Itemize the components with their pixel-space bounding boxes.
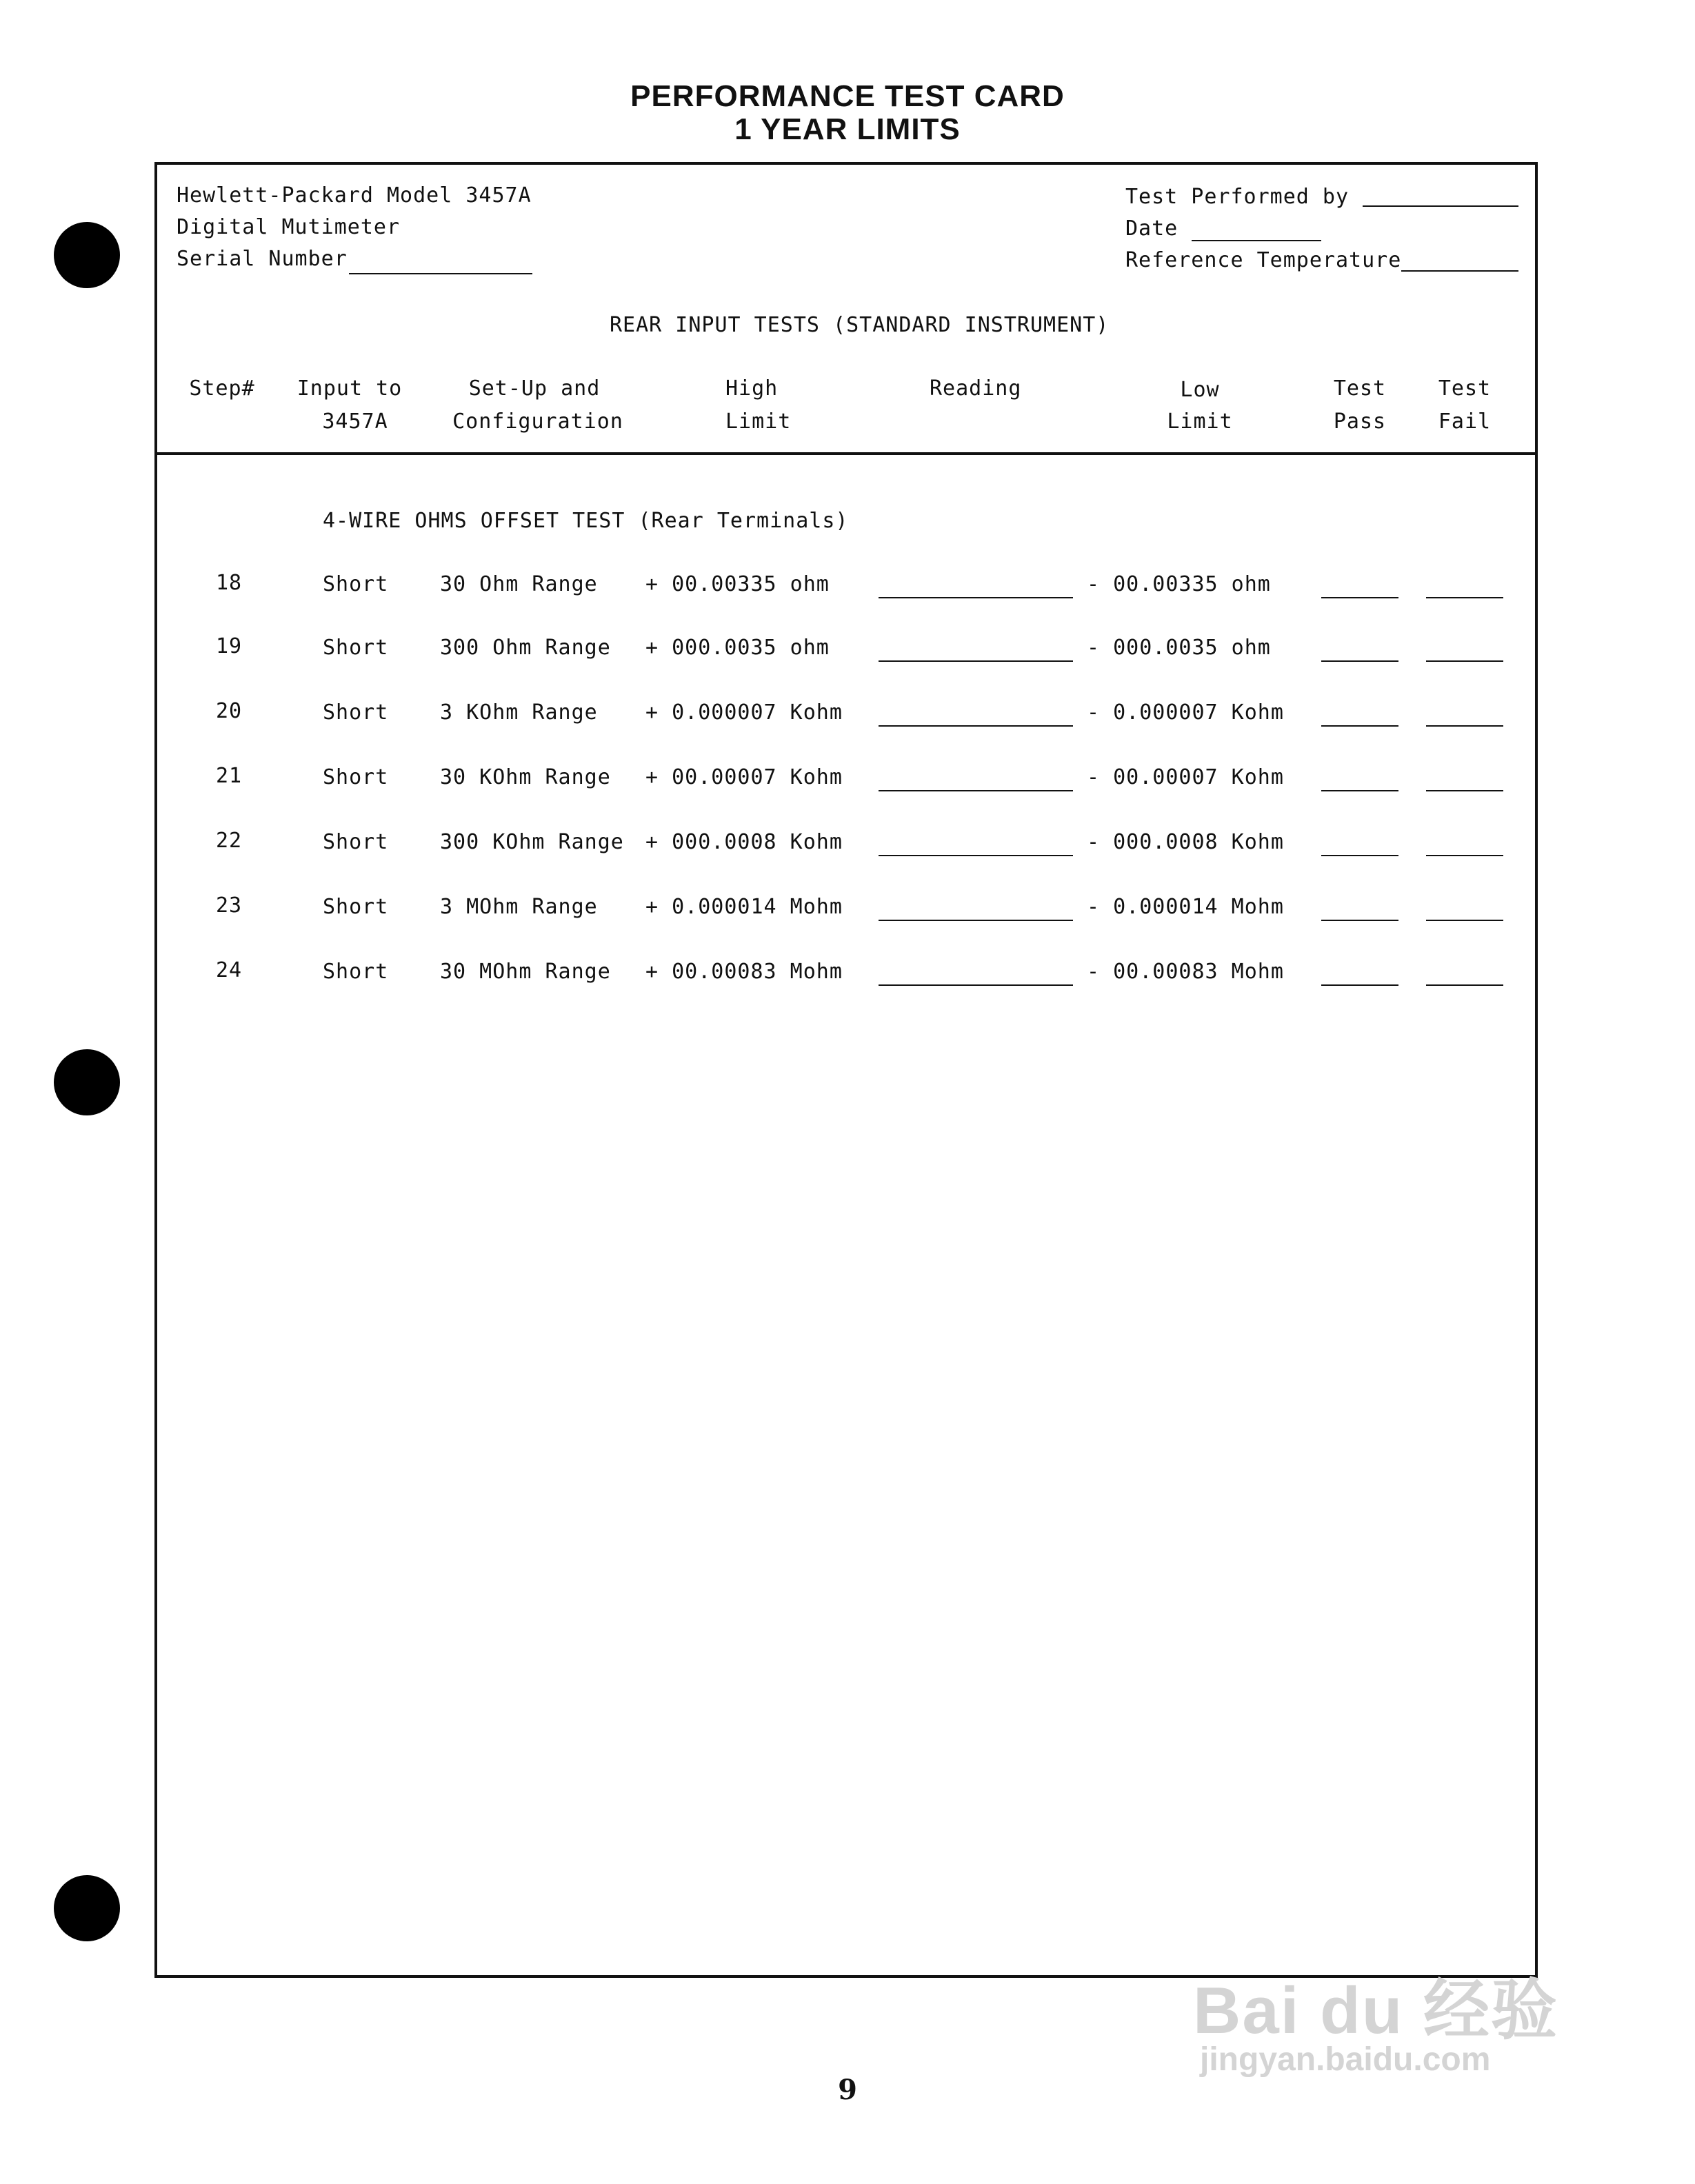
col-step: Step# bbox=[189, 376, 255, 401]
col-low-line1: Low bbox=[1180, 378, 1220, 402]
row-step: 20 bbox=[215, 699, 243, 723]
row-setup: 300 KOhm Range bbox=[440, 830, 624, 854]
row-reading-field[interactable] bbox=[879, 920, 1073, 921]
serial-number-label: Serial Number bbox=[177, 247, 348, 271]
row-setup: 3 MOhm Range bbox=[440, 895, 598, 919]
row-setup: 3 KOhm Range bbox=[440, 700, 598, 725]
page-title: PERFORMANCE TEST CARD bbox=[630, 79, 1065, 113]
row-low-limit: - 00.00007 Kohm bbox=[1087, 765, 1284, 789]
row-fail-checkbox[interactable] bbox=[1426, 790, 1503, 791]
row-input: Short bbox=[323, 830, 389, 854]
row-high-limit: + 00.00007 Kohm bbox=[645, 765, 843, 789]
row-low-limit: - 0.000014 Mohm bbox=[1087, 895, 1284, 919]
table-row bbox=[0, 893, 1695, 935]
row-input: Short bbox=[323, 700, 389, 725]
row-fail-checkbox[interactable] bbox=[1426, 984, 1503, 986]
table-row bbox=[0, 634, 1695, 676]
instrument-label: Digital Mutimeter bbox=[177, 215, 401, 239]
col-pass-line2: Pass bbox=[1333, 410, 1387, 434]
table-row bbox=[0, 571, 1695, 612]
row-setup: 30 MOhm Range bbox=[440, 960, 611, 984]
header-separator bbox=[154, 452, 1538, 455]
binder-hole-top bbox=[54, 222, 120, 288]
row-pass-checkbox[interactable] bbox=[1321, 984, 1398, 986]
row-setup: 300 Ohm Range bbox=[440, 636, 611, 660]
row-pass-checkbox[interactable] bbox=[1321, 855, 1398, 856]
col-fail-line2: Fail bbox=[1438, 410, 1492, 434]
row-high-limit: + 00.00083 Mohm bbox=[645, 960, 843, 984]
row-pass-checkbox[interactable] bbox=[1321, 725, 1398, 727]
test-performed-by-label: Test Performed by bbox=[1125, 185, 1350, 209]
row-pass-checkbox[interactable] bbox=[1321, 920, 1398, 921]
row-pass-checkbox[interactable] bbox=[1321, 660, 1398, 662]
watermark-logo: Bai du 经验 bbox=[1193, 1974, 1559, 2048]
watermark-url: jingyan.baidu.com bbox=[1200, 2041, 1491, 2078]
test-performed-by-field[interactable] bbox=[1363, 205, 1518, 207]
reference-temperature-field[interactable] bbox=[1401, 270, 1518, 272]
row-input: Short bbox=[323, 765, 389, 789]
reference-temperature-label: Reference Temperature bbox=[1125, 248, 1402, 272]
row-reading-field[interactable] bbox=[879, 984, 1073, 986]
serial-number-field[interactable] bbox=[349, 273, 532, 274]
section-title: REAR INPUT TESTS (STANDARD INSTRUMENT) bbox=[610, 313, 1110, 337]
col-setup-line2: Configuration bbox=[452, 410, 623, 434]
row-input: Short bbox=[323, 960, 389, 984]
table-row bbox=[0, 958, 1695, 1000]
col-input-line1: Input to bbox=[297, 376, 403, 401]
row-input: Short bbox=[323, 895, 389, 919]
table-row bbox=[0, 699, 1695, 740]
page-number: 9 bbox=[838, 2074, 857, 2106]
col-low-line2: Limit bbox=[1167, 410, 1233, 434]
col-high-line2: Limit bbox=[725, 410, 792, 434]
col-pass-line1: Test bbox=[1333, 376, 1387, 401]
table-row bbox=[0, 764, 1695, 805]
row-high-limit: + 000.0008 Kohm bbox=[645, 830, 843, 854]
row-fail-checkbox[interactable] bbox=[1426, 660, 1503, 662]
row-fail-checkbox[interactable] bbox=[1426, 597, 1503, 598]
row-reading-field[interactable] bbox=[879, 597, 1073, 598]
row-low-limit: - 000.0008 Kohm bbox=[1087, 830, 1284, 854]
row-reading-field[interactable] bbox=[879, 855, 1073, 856]
row-low-limit: - 0.000007 Kohm bbox=[1087, 700, 1284, 725]
row-high-limit: + 0.000007 Kohm bbox=[645, 700, 843, 725]
row-step: 23 bbox=[215, 893, 243, 918]
row-input: Short bbox=[323, 636, 389, 660]
col-setup-line1: Set-Up and bbox=[468, 376, 601, 401]
page-subtitle: 1 YEAR LIMITS bbox=[734, 112, 961, 146]
row-setup: 30 Ohm Range bbox=[440, 572, 598, 596]
model-label: Hewlett-Packard Model 3457A bbox=[177, 183, 532, 208]
row-high-limit: + 0.000014 Mohm bbox=[645, 895, 843, 919]
row-low-limit: - 000.0035 ohm bbox=[1087, 636, 1271, 660]
col-reading: Reading bbox=[930, 376, 1022, 401]
row-fail-checkbox[interactable] bbox=[1426, 920, 1503, 921]
table-row bbox=[0, 829, 1695, 870]
date-label: Date bbox=[1125, 216, 1179, 241]
row-reading-field[interactable] bbox=[879, 660, 1073, 662]
row-input: Short bbox=[323, 572, 389, 596]
row-low-limit: - 00.00083 Mohm bbox=[1087, 960, 1284, 984]
row-high-limit: + 00.00335 ohm bbox=[645, 572, 830, 596]
row-high-limit: + 000.0035 ohm bbox=[645, 636, 830, 660]
row-pass-checkbox[interactable] bbox=[1321, 597, 1398, 598]
test-card-frame bbox=[154, 162, 1538, 1978]
row-step: 21 bbox=[215, 764, 243, 788]
row-step: 22 bbox=[215, 829, 243, 853]
row-pass-checkbox[interactable] bbox=[1321, 790, 1398, 791]
binder-hole-middle bbox=[54, 1049, 120, 1115]
row-step: 24 bbox=[215, 958, 243, 982]
date-field[interactable] bbox=[1192, 240, 1321, 241]
col-fail-line1: Test bbox=[1438, 376, 1492, 401]
row-reading-field[interactable] bbox=[879, 725, 1073, 727]
col-input-line2: 3457A bbox=[322, 410, 388, 434]
row-fail-checkbox[interactable] bbox=[1426, 855, 1503, 856]
test-group-title: 4-WIRE OHMS OFFSET TEST (Rear Terminals) bbox=[323, 509, 849, 533]
col-high-line1: High bbox=[725, 376, 779, 401]
row-low-limit: - 00.00335 ohm bbox=[1087, 572, 1271, 596]
row-setup: 30 KOhm Range bbox=[440, 765, 611, 789]
row-fail-checkbox[interactable] bbox=[1426, 725, 1503, 727]
row-step: 19 bbox=[215, 634, 243, 658]
row-reading-field[interactable] bbox=[879, 790, 1073, 791]
binder-hole-bottom bbox=[54, 1875, 120, 1941]
row-step: 18 bbox=[215, 571, 243, 595]
